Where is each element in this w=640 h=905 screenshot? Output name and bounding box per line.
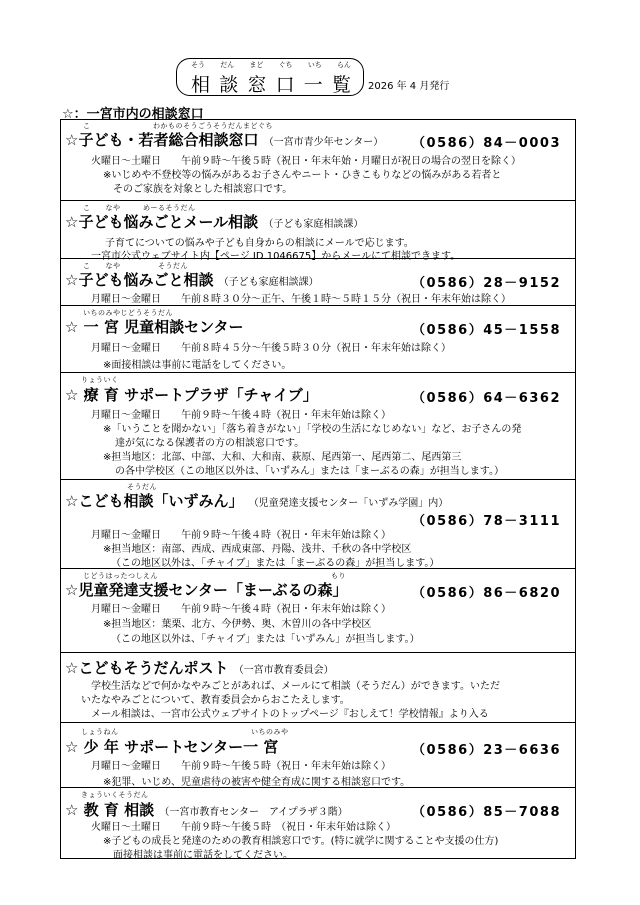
entry-name: ☆ 教 育 相談: [65, 801, 155, 819]
entry-line: そのご家族を対象とした相談窓口です。: [113, 184, 293, 195]
entry-name-line: [65, 211, 363, 232]
title-char-3: 窓: [247, 74, 267, 96]
entry-phone: （0586）28－9152: [412, 276, 561, 291]
entry-line: 月曜日～金曜日 午前８時３０分～正午、午後１時～５時１５分（祝日・年末年始は除く）: [91, 294, 511, 305]
entry-name-line: [65, 799, 348, 820]
table-row: [61, 787, 575, 859]
entry-line: 火曜日～土曜日 午前９時～午後５時（祝日・年末年始・月曜日が祝日の場合の翌日を除く）: [91, 156, 521, 167]
entry-phone: （0586）23－6636: [412, 743, 561, 758]
table-row: [61, 479, 575, 568]
entry-ruby: そうだん: [127, 483, 157, 491]
entry-phone: （0586）85－7088: [412, 805, 561, 820]
entry-line: 達が気になる保護者の方の相談窓口です。: [115, 438, 305, 449]
entry-name: ☆ 療 育 サポートプラザ「チャイブ」: [65, 386, 318, 404]
entry-line: ※「いうことを聞かない」「落ち着きがない」「学校の生活になじめない」など、お子さんの発: [103, 424, 522, 435]
table-row: [61, 258, 575, 305]
title-char-4: 口: [275, 74, 295, 96]
entry-line: （この地区以外は、「チャイブ」または「まーぶるの森」が担当します。）: [111, 558, 440, 569]
table-row: [61, 305, 575, 372]
title-char-6: 覧: [331, 74, 351, 96]
title-block: [176, 58, 466, 96]
entry-name-line: [65, 579, 348, 600]
entry-line: 月曜日～金曜日 午前９時～午後４時（祝日・年末年始は除く）: [91, 410, 391, 421]
entry-name: ☆ 少 年 サポートセンター一 宮: [65, 738, 279, 756]
section-heading: ☆：一宮市内の相談窓口: [62, 107, 204, 122]
entry-name: ☆子ども・若者総合相談窓口: [65, 131, 259, 149]
entry-ruby-secondary: いちのみや: [251, 728, 289, 736]
entry-name-line: [65, 657, 334, 678]
entry-ruby: りょういく: [81, 376, 119, 384]
entry-note: （一宮市教育委員会）: [233, 665, 334, 676]
entry-line: （この地区以外は、「チャイブ」または「いずみん」が担当します。）: [111, 634, 420, 645]
entry-ruby: じどうはったつしえん: [83, 572, 158, 580]
title-char-2: 談: [219, 74, 239, 96]
entry-line: メール相談は、一宮市公式ウェブサイトのトップページ『おしえて！学校情報』より入る: [91, 709, 489, 720]
entry-name-line: [65, 384, 318, 405]
table-row: [61, 372, 575, 479]
entry-line: ※子どもの成長と発達のための教育相談窓口です。(特に就学に関することや支援の仕方): [103, 836, 499, 847]
entry-note: （一宮市教育センター アイプラザ３階）: [159, 807, 348, 818]
entry-line: いたなやみごとについて、教育委員会からおこたえします。: [81, 695, 350, 706]
entry-name: ☆こども相談「いずみん」: [65, 492, 244, 510]
entry-name: ☆子ども悩みごと相談: [65, 271, 214, 289]
entry-ruby-secondary: こ: [83, 122, 91, 130]
table-row: [61, 568, 575, 652]
entry-line: ※面接相談は事前に電話をしてください。: [103, 360, 292, 371]
title-char-5: 一: [303, 74, 323, 96]
entry-line: 月曜日～金曜日 午前８時４５分～午後５時３０分（祝日・年末年始は除く）: [91, 343, 451, 354]
entry-line: ※担当地区：北部、中部、大和、大和南、萩原、尾西第一、尾西第二、尾西第三: [103, 452, 462, 463]
table-row: [61, 120, 575, 200]
table-row: [61, 200, 575, 262]
entry-ruby-secondary: もり: [331, 572, 346, 580]
entry-line: 面接相談は事前に電話をしてください。: [113, 850, 293, 861]
issue-date: 2026 年 4 月発行: [368, 81, 450, 92]
title-box: [176, 58, 364, 96]
entry-ruby: こ なや めーるそうだん: [83, 204, 196, 212]
table-row: [61, 722, 575, 787]
entry-note: （児童発達支援センター「いずみ学園」内）: [248, 498, 449, 509]
entry-line: 月曜日～金曜日 午前９時～午後４時（祝日・年末年始は除く）: [91, 530, 391, 541]
entry-ruby: しょうねん: [81, 728, 119, 736]
table-row: [61, 652, 575, 722]
entry-line: 学校生活などで何かなやみごとがあれば、メールにて相談（そうだん）ができます。いただ: [91, 681, 500, 692]
entry-name: ☆ 一 宮 児童相談センター: [65, 318, 244, 336]
entry-phone: （0586）64－6362: [412, 391, 561, 406]
entry-line: 火曜日～土曜日 午前９時～午後５時 （祝日・年末年始は除く）: [91, 822, 396, 833]
entry-line: ※犯罪、いじめ、児童虐待の被害や健全育成に関する相談窓口です。: [103, 777, 411, 788]
entry-line: 一宮市公式ウェブサイト内【ページ ID 1046675】からメールにて相談できます。: [91, 251, 461, 262]
entry-ruby: いちのみやじどうそうだん: [83, 309, 173, 317]
title-ruby-3: まど: [249, 61, 264, 69]
entry-name-line: [65, 129, 383, 150]
entry-note: （一宮市青少年センター）: [263, 137, 384, 148]
entry-ruby: きょういくそうだん: [81, 791, 149, 799]
entry-name: ☆こどもそうだんポスト: [65, 659, 229, 677]
entry-name-line: [65, 269, 319, 290]
title-ruby-2: だん: [220, 61, 235, 69]
entry-line: 月曜日～金曜日 午前９時～午後４時（祝日・年末年始は除く）: [91, 604, 391, 615]
entry-line: ※担当地区：南部、西成、西成東部、丹陽、浅井、千秋の各中学校区: [103, 544, 412, 555]
entry-note: （子ども家庭相談課）: [218, 277, 319, 288]
entry-phone: （0586）45－1558: [412, 323, 561, 338]
page-title: [191, 70, 351, 97]
entry-line: 月曜日～金曜日 午前９時～午後５時（祝日・年末年始は除く）: [91, 761, 391, 772]
entry-name: ☆子ども悩みごとメール相談: [65, 213, 259, 231]
entry-phone: （0586）86－6820: [412, 586, 561, 601]
entry-line: ※担当地区：葉栗、北方、今伊勢、奥、木曽川の各中学校区: [103, 619, 372, 630]
title-char-1: 相: [191, 74, 211, 96]
title-ruby: [191, 60, 351, 70]
entry-line: ※いじめや不登校等の悩みがあるお子さんやニート・ひきこもりなどの悩みがある若者と: [103, 170, 502, 181]
entry-name: ☆児童発達支援センター「まーぶるの森」: [65, 581, 348, 599]
entry-note: （子ども家庭相談課）: [263, 219, 364, 230]
title-ruby-5: いち: [307, 61, 322, 69]
entry-phone: （0586）84－0003: [412, 136, 561, 151]
entry-name-line: [65, 316, 244, 337]
entry-ruby: わかものそうごうそうだんまどぐち: [153, 122, 273, 130]
title-ruby-6: らん: [336, 61, 351, 69]
entry-phone: （0586）78－3111: [412, 514, 561, 529]
entry-line: の各中学校区（この地区以外は、「いずみん」または「まーぶるの森」が担当します。）: [115, 466, 504, 477]
entry-line: 子育てについての悩みや子ども自身からの相談にメールで応じます。: [105, 238, 414, 249]
consultation-table: [60, 119, 576, 859]
entry-ruby: こ なや そうだん: [83, 262, 188, 270]
title-ruby-4: ぐち: [278, 61, 293, 69]
entry-name-line: [65, 736, 278, 757]
entry-name-line: [65, 490, 448, 511]
title-ruby-1: そう: [191, 61, 205, 69]
